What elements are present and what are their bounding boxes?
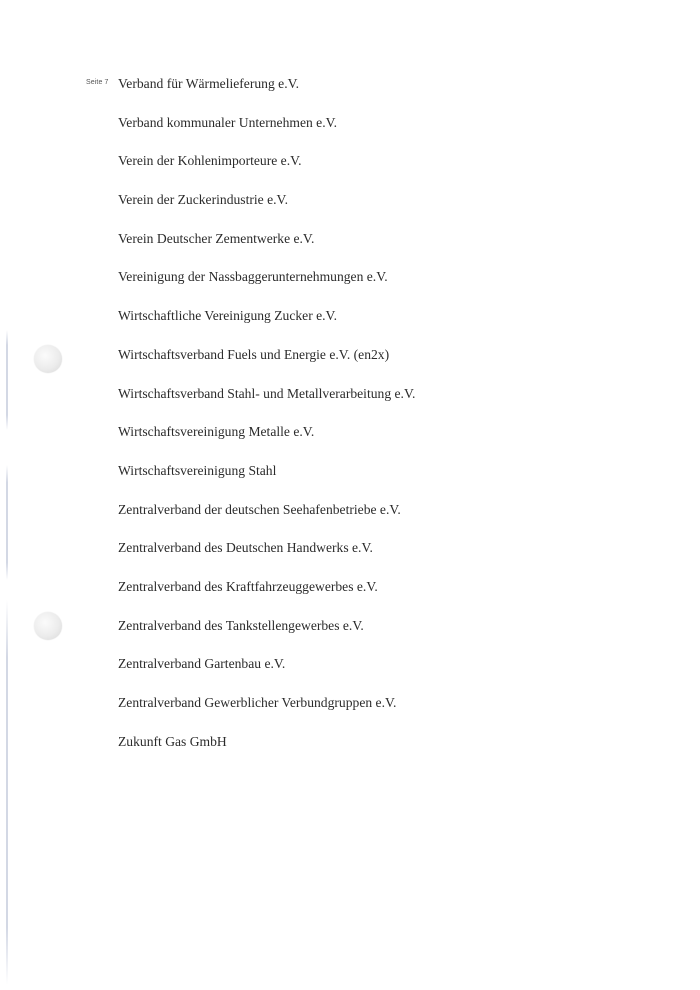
binding-edge-mark xyxy=(6,600,8,985)
list-item: Vereinigung der Nassbaggerunternehmungen e.V. xyxy=(118,269,388,285)
list-item: Verein Deutscher Zementwerke e.V. xyxy=(118,230,315,246)
page-number: Seite 7 xyxy=(86,79,109,86)
binding-edge-mark xyxy=(6,330,8,430)
list-item: Zentralverband Gewerblicher Verbundgruppen e.V. xyxy=(118,695,397,710)
list-item: Wirtschaftliche Vereinigung Zucker e.V. xyxy=(118,308,338,324)
binding-edge-mark xyxy=(6,465,8,580)
association-list xyxy=(118,74,415,770)
list-item: Zentralverband des Tankstellengewerbes e.V. xyxy=(118,617,364,633)
list-item: Zentralverband der deutschen Seehafenbetriebe e.V. xyxy=(118,501,401,517)
list-item: Wirtschaftsvereinigung Metalle e.V. xyxy=(118,424,315,440)
list-item: Verband kommunaler Unternehmen e.V. xyxy=(118,114,338,130)
list-item: Zentralverband Gartenbau e.V. xyxy=(118,656,286,672)
list-item: Wirtschaftsverband Fuels und Energie e.V. (en2x) xyxy=(118,346,390,362)
list-item: Verein der Kohlenimporteure e.V. xyxy=(118,153,302,169)
list-item: Verband für Wärmelieferung e.V. xyxy=(118,76,300,91)
list-item: Zentralverband des Kraftfahrzeuggewerbes e.V. xyxy=(118,578,378,594)
list-item: Verein der Zuckerindustrie e.V. xyxy=(118,192,288,208)
list-item: Wirtschaftsverband Stahl- und Metallverarbeitung e.V. xyxy=(118,385,416,401)
punch-hole-top xyxy=(34,345,62,373)
list-item: Wirtschaftsvereinigung Stahl xyxy=(118,462,277,478)
list-item: Zentralverband des Deutschen Handwerks e.V. xyxy=(118,540,373,556)
punch-hole-bottom xyxy=(34,612,62,640)
list-item: Zukunft Gas GmbH xyxy=(118,733,227,749)
